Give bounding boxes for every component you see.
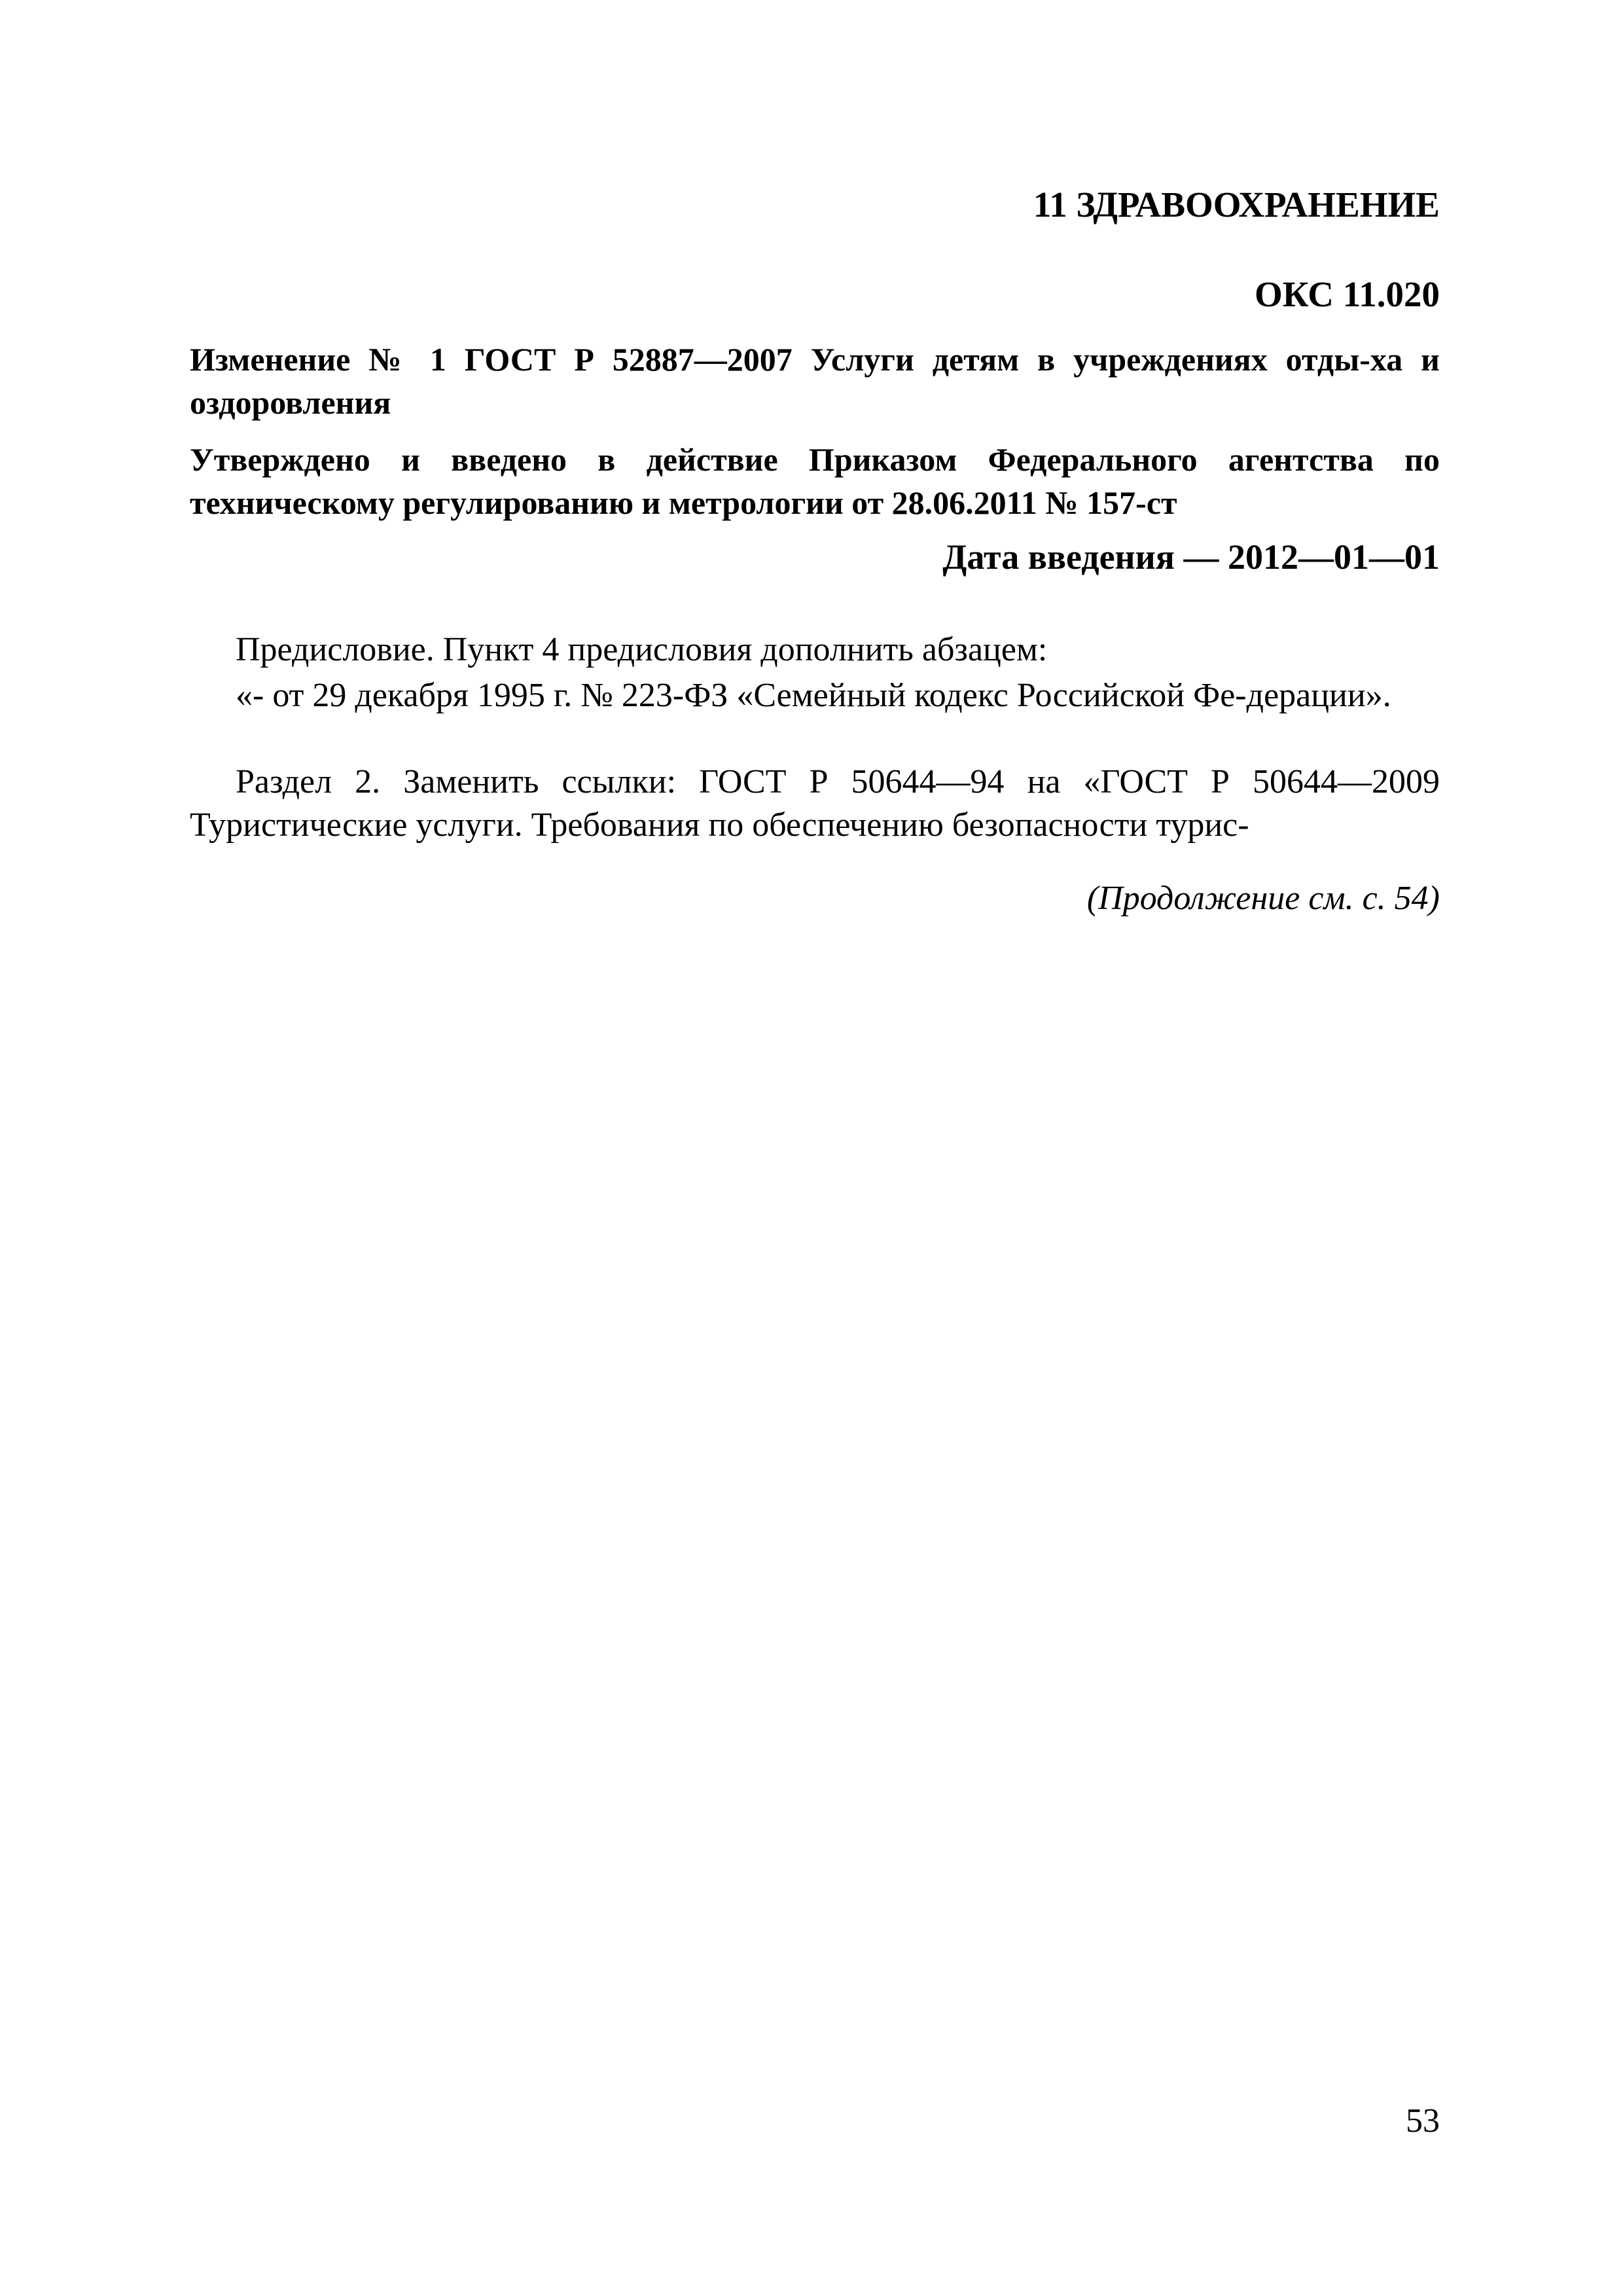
paragraph-section-2: Раздел 2. Заменить ссылки: ГОСТ Р 50644—94 на «ГОСТ Р 50644—2009 Туристические услуги. Требования по обеспечению безопасности турис-	[190, 763, 1440, 844]
page-number: 53	[1406, 2102, 1440, 2140]
continuation-note: (Продолжение см. с. 54)	[1086, 880, 1440, 917]
paragraph-foreword: Предисловие. Пункт 4 предисловия дополнить абзацем:	[236, 631, 1048, 668]
approval-statement: Утверждено и введено в действие Приказом Федерального агентства по техническому регулированию и метрологии от 28.06.2011 № 157-ст	[190, 441, 1440, 521]
amendment-title: Изменение № 1 ГОСТ Р 52887—2007 Услуги детям в учреждениях отды-ха и оздоровления	[190, 341, 1440, 421]
introduction-date: Дата введения — 2012—01—01	[942, 537, 1440, 577]
paragraph-family-code: «- от 29 декабря 1995 г. № 223-ФЗ «Семейный кодекс Российской Фе-дерации».	[236, 677, 1391, 714]
section-heading: 11 ЗДРАВООХРАНЕНИЕ	[1033, 185, 1440, 224]
classification-code: ОКС 11.020	[1255, 274, 1440, 314]
